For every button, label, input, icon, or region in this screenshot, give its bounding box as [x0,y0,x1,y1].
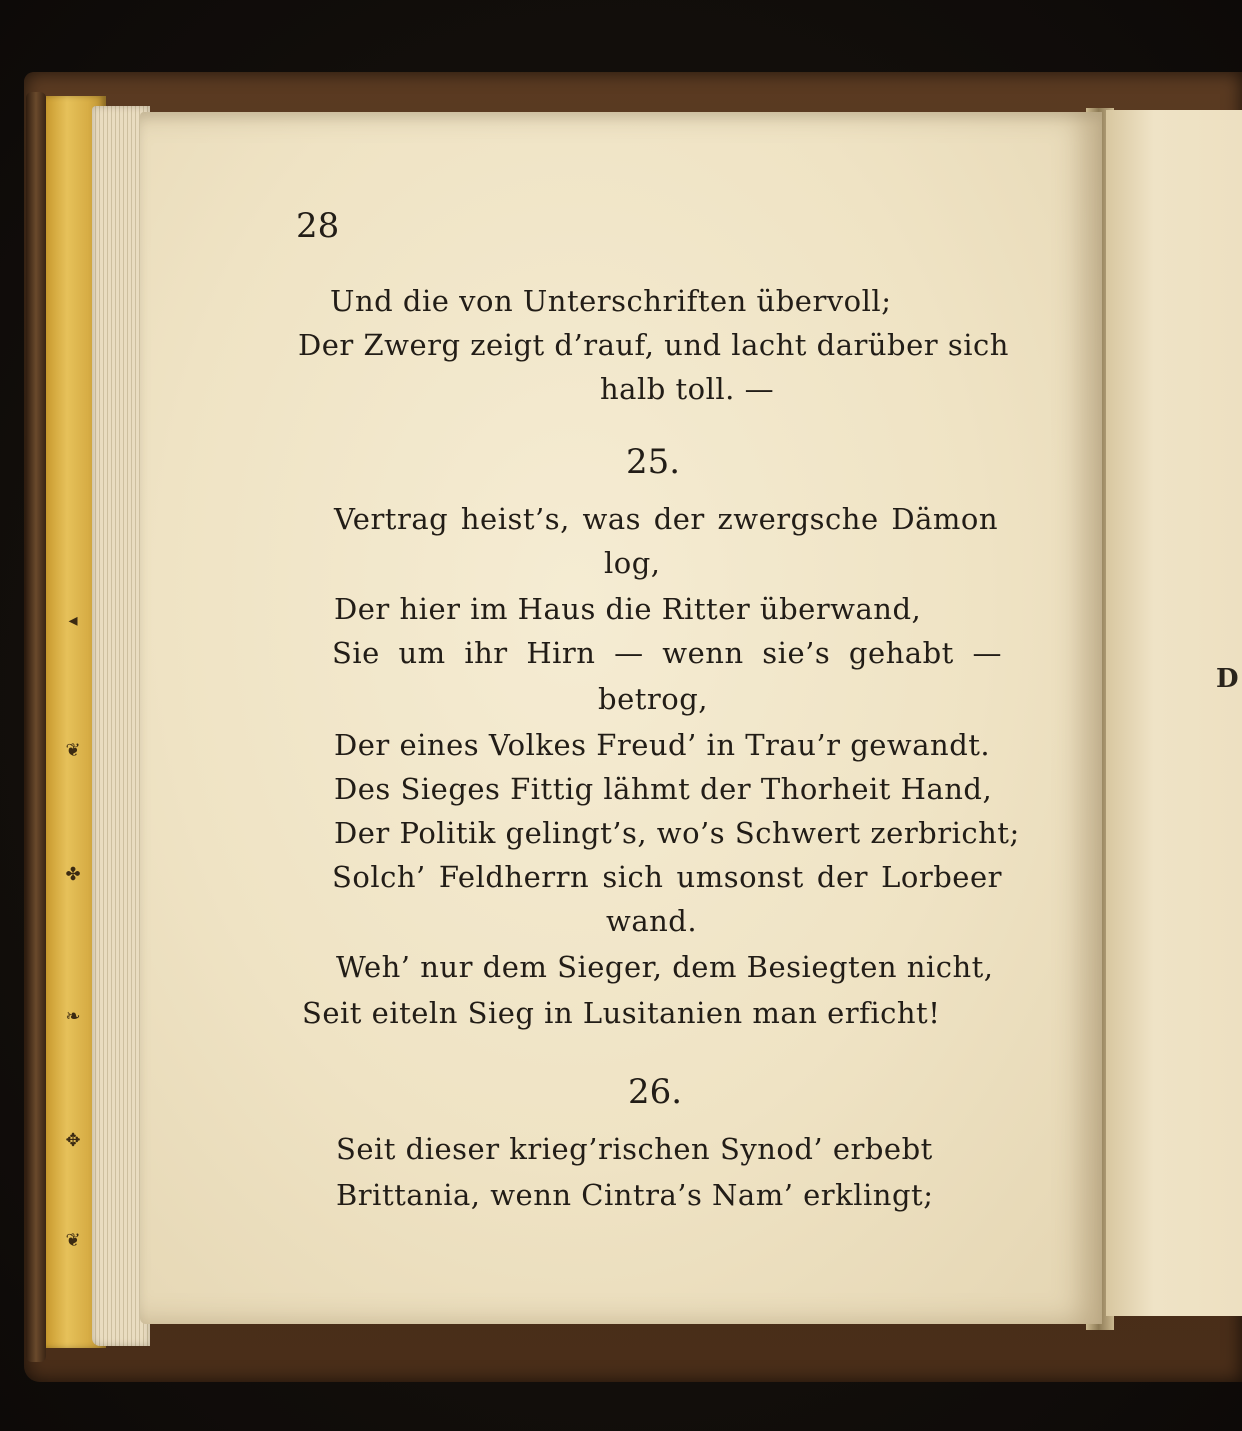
book-spine-edge [26,92,46,1362]
ornament-icon: ❦ [65,740,81,761]
ornament-icon: ✥ [65,1130,81,1151]
text-line: Seit dieser krieg’rischen Synod’ erbebt [336,1132,933,1166]
text-line: Der eines Volkes Freud’ in Trau’r gewandt. [334,728,991,762]
ornament-icon: ❦ [65,1230,81,1251]
ornament-icon: ❧ [65,1006,81,1027]
text-line: wand. [606,904,698,938]
facing-page [1106,110,1242,1316]
text-line: Der Zwerg zeigt d’rauf, und lacht darüber sich [298,328,1009,362]
text-line: Der Politik gelingt’s, wo’s Schwert zerbricht; [334,816,1020,850]
text-line: Seit eiteln Sieg in Lusitanien man erficht! [302,996,941,1030]
text-line: Der hier im Haus die Ritter überwand, [334,592,922,626]
text-line: Sie um ihr Hirn — wenn sie’s gehabt — [332,636,1002,670]
text-line: Weh’ nur dem Sieger, dem Besiegten nicht, [336,950,994,984]
text-line: Vertrag heist’s, was der zwergsche Dämon [334,502,998,536]
ornament-icon: ✤ [65,864,81,885]
stanza-number: 26. [628,1072,683,1112]
text-line: log, [604,546,661,580]
text-line: Solch’ Feldherrn sich umsonst der Lorbeer [332,860,1002,894]
facing-page-letter: D [1216,664,1239,694]
text-line: Brittania, wenn Cintra’s Nam’ erklingt; [336,1178,934,1212]
page-number: 28 [296,206,340,246]
text-line: Des Sieges Fittig lähmt der Thorheit Hand, [334,772,993,806]
ornament-icon: ◂ [68,610,78,631]
text-line: halb toll. — [600,372,775,406]
text-line: betrog, [598,682,708,716]
text-line: Und die von Unterschriften übervoll; [330,284,892,318]
stanza-number: 25. [626,442,681,482]
